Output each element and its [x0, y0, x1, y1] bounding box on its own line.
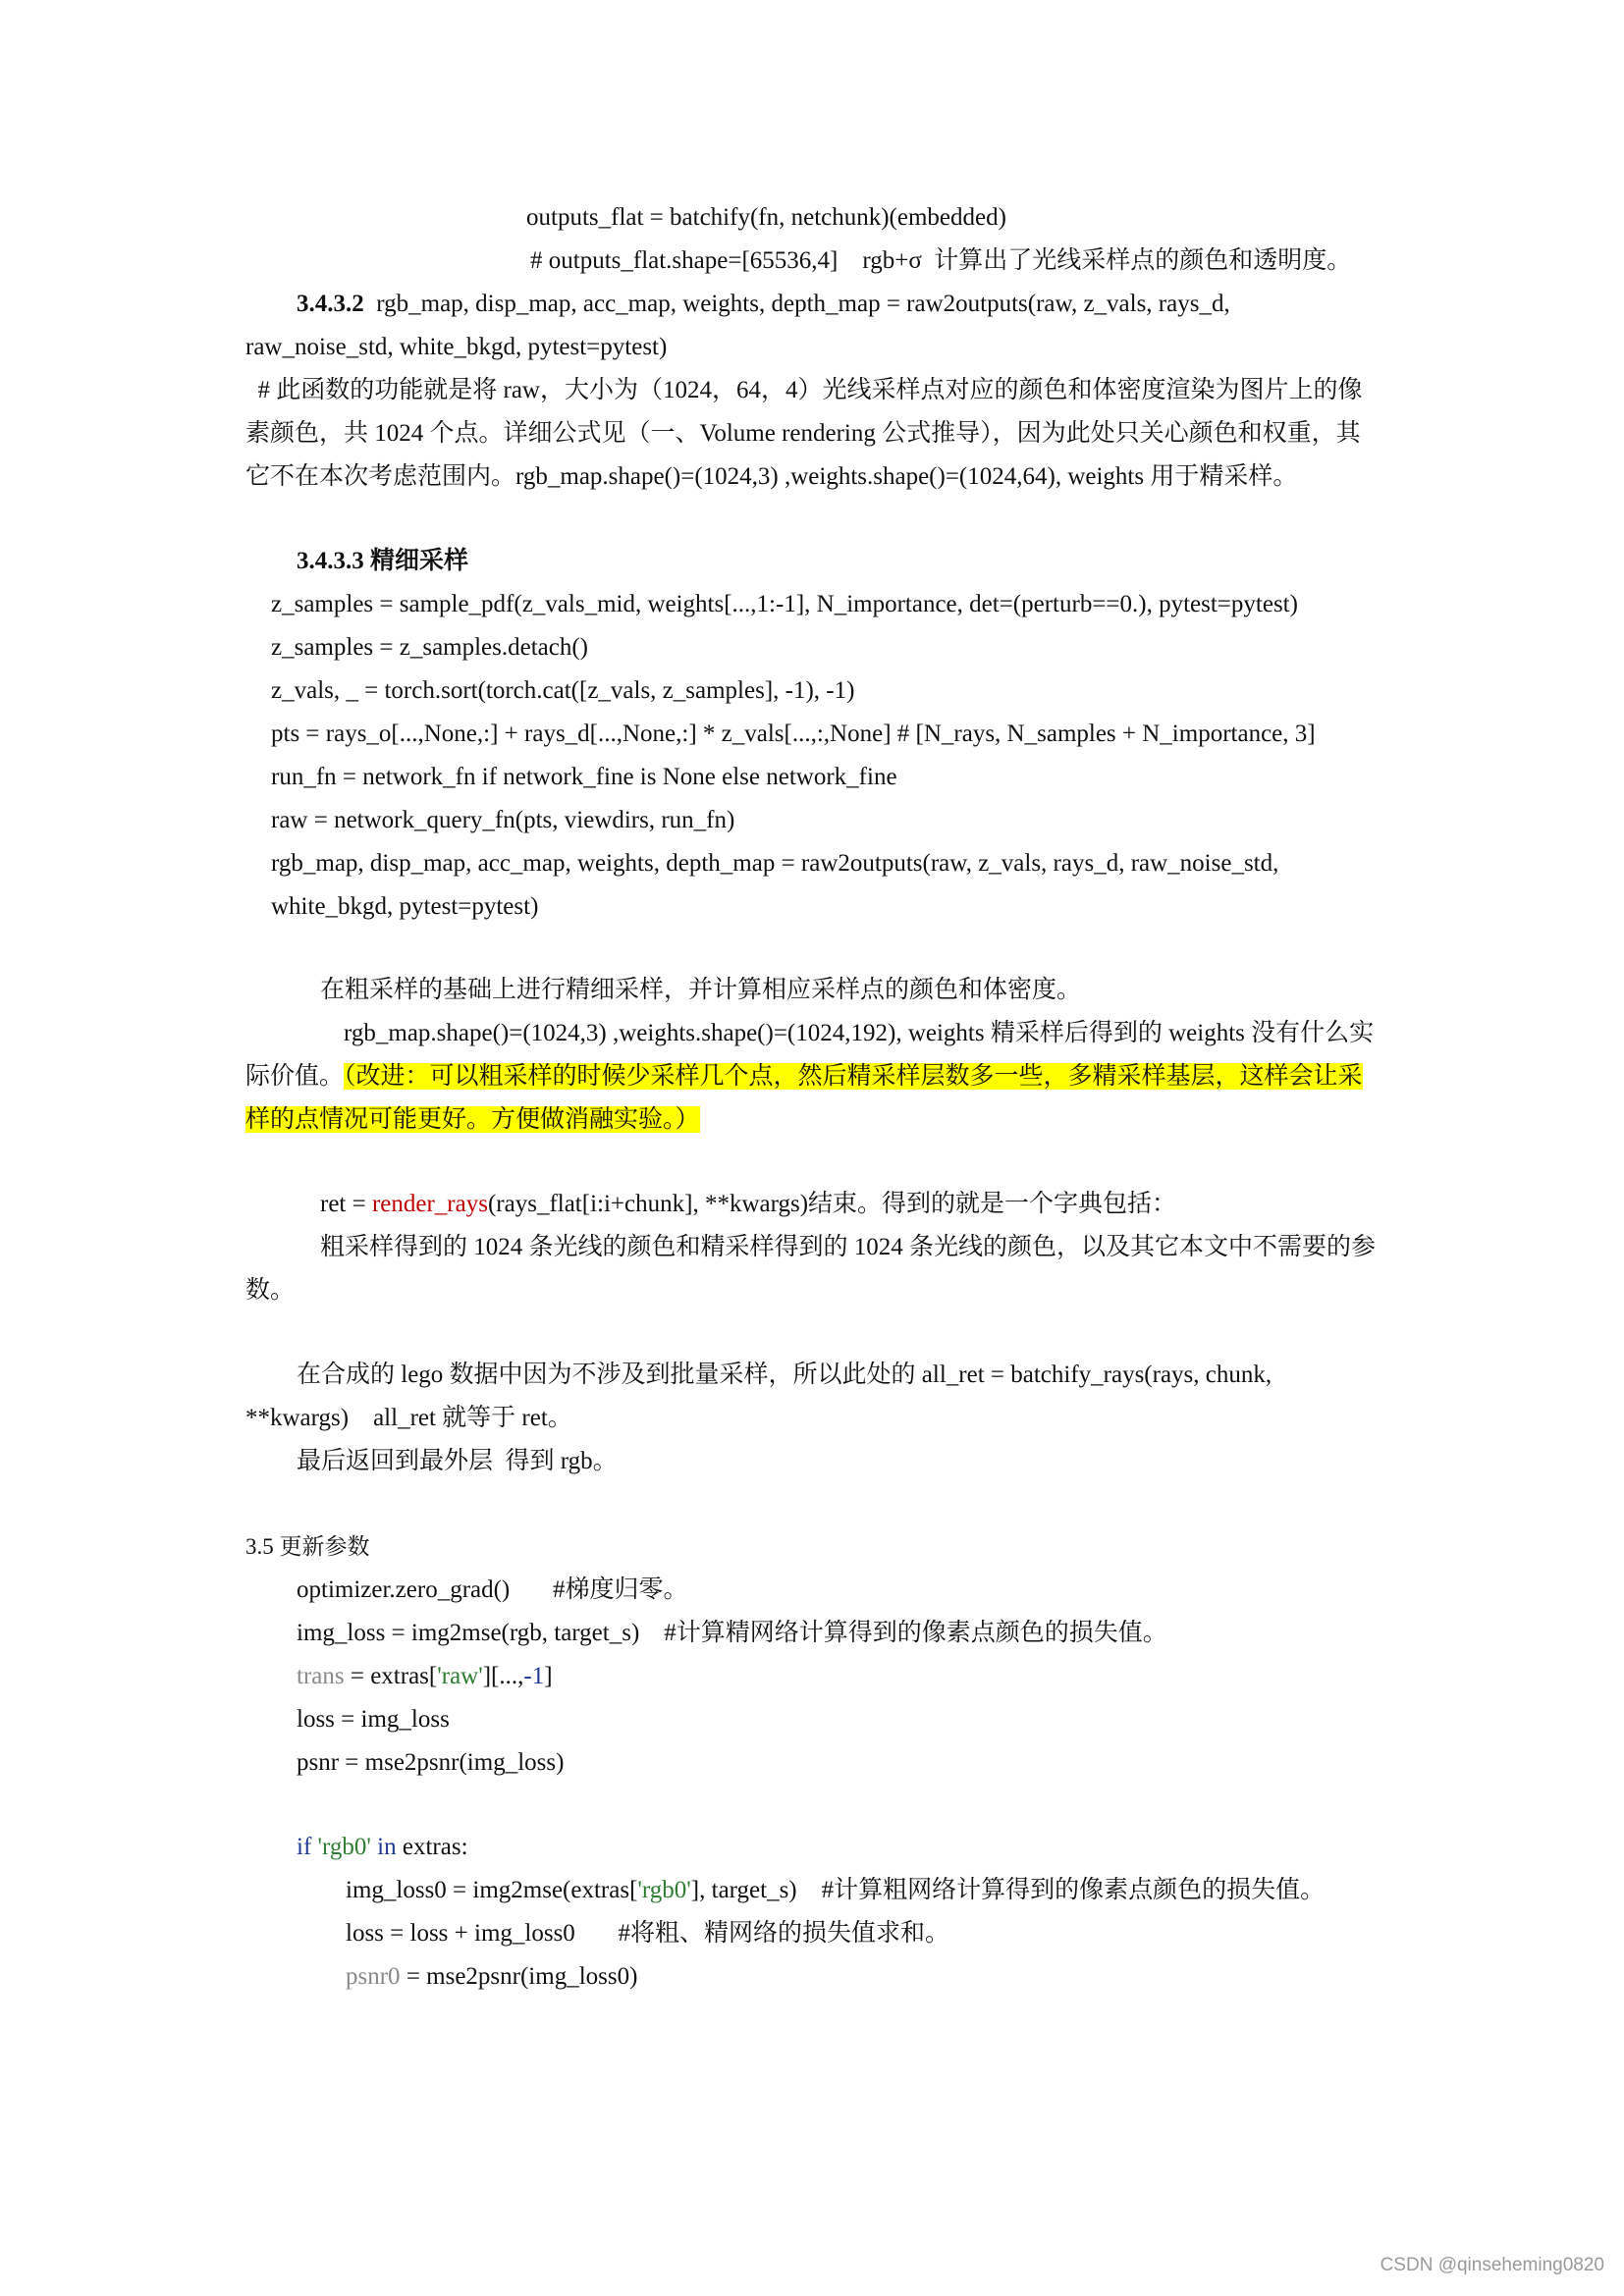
code-line: img_loss0 = img2mse(extras['rgb0'], target_s) #计算粗网络计算得到的像素点颜色的损失值。	[346, 1877, 1326, 1903]
code-line: rgb_map, disp_map, acc_map, weights, depth_map = raw2outputs(raw, z_vals, rays_d, raw_noise_std,	[271, 850, 1279, 877]
code-line: z_samples = sample_pdf(z_vals_mid, weights[...,1:-1], N_importance, det=(perturb==0.), pytest=pytest)	[271, 591, 1298, 617]
paragraph-line: 数。	[245, 1277, 296, 1304]
code-line: img_loss = img2mse(rgb, target_s) #计算精网络计算得到的像素点颜色的损失值。	[297, 1620, 1167, 1646]
code-line: pts = rays_o[...,None,:] + rays_d[...,None,:] * z_vals[...,:,None] # [N_rays, N_samples + N_importance, 3]	[271, 721, 1316, 747]
code-line: psnr0 = mse2psnr(img_loss0)	[346, 1963, 638, 1990]
code-line: if 'rgb0' in extras:	[297, 1834, 468, 1860]
paragraph-line: # 此函数的功能就是将 raw，大小为（1024，64，4）光线采样点对应的颜色和体密度渲染为图片上的像	[245, 377, 1363, 403]
watermark: CSDN @qinseheming0820	[1380, 2255, 1604, 2275]
code-line: raw = network_query_fn(pts, viewdirs, run_fn)	[271, 807, 735, 833]
highlighted-note: （改进：可以粗采样的时候少采样几个点，然后精采样层数多一些，多精采样基层，这样会让采	[344, 1063, 1363, 1090]
paragraph-line: 在粗采样的基础上进行精细采样，并计算相应采样点的颜色和体密度。	[320, 977, 1082, 1003]
code-line: white_bkgd, pytest=pytest)	[271, 893, 539, 920]
subsection-number: 3.4.3.2	[297, 291, 364, 317]
subsection-heading: 3.4.3.3 精细采样	[297, 548, 469, 574]
code-line: run_fn = network_fn if network_fine is None else network_fine	[271, 764, 897, 790]
paragraph-line: 最后返回到最外层 得到 rgb。	[297, 1448, 618, 1474]
paragraph-line: rgb_map.shape()=(1024,3) ,weights.shape()=(1024,192), weights 精采样后得到的 weights 没有什么实	[344, 1020, 1375, 1046]
paragraph-line: 素颜色，共 1024 个点。详细公式见（一、Volume rendering 公式推导），因为此处只关心颜色和权重，其	[245, 420, 1361, 447]
code-line: optimizer.zero_grad() #梯度归零。	[297, 1576, 688, 1603]
function-name: render_rays	[371, 1191, 488, 1217]
code-line: outputs_flat = batchify(fn, netchunk)(embedded)	[526, 204, 1006, 231]
paragraph-line: 在合成的 lego 数据中因为不涉及到批量采样，所以此处的 all_ret = batchify_rays(rays, chunk,	[297, 1362, 1272, 1388]
paragraph-line: **kwargs) all_ret 就等于 ret。	[245, 1405, 572, 1431]
section-heading: 3.5 更新参数	[245, 1534, 370, 1559]
paragraph-line: 粗采样得到的 1024 条光线的颜色和精采样得到的 1024 条光线的颜色，以及其它本文中不需要的参	[320, 1234, 1377, 1260]
code-comment-line: # outputs_flat.shape=[65536,4] rgb+σ 计算出了光线采样点的颜色和透明度。	[530, 247, 1352, 274]
paragraph-line: ret = render_rays(rays_flat[i:i+chunk], **kwargs)结束。得到的就是一个字典包括：	[320, 1191, 1177, 1217]
code-line: psnr = mse2psnr(img_loss)	[297, 1749, 565, 1776]
code-line: raw_noise_std, white_bkgd, pytest=pytest)	[245, 334, 668, 360]
code-line: z_vals, _ = torch.sort(torch.cat([z_vals, z_samples], -1), -1)	[271, 677, 855, 704]
paragraph-line: 它不在本次考虑范围内。rgb_map.shape()=(1024,3) ,weights.shape()=(1024,64), weights 用于精采样。	[245, 463, 1298, 490]
code-line: trans = extras['raw'][...,-1]	[297, 1663, 553, 1689]
code-line: loss = loss + img_loss0 #将粗、精网络的损失值求和。	[346, 1920, 950, 1947]
code-line: z_samples = z_samples.detach()	[271, 634, 589, 661]
paragraph-line: 际价值。（改进：可以粗采样的时候少采样几个点，然后精采样层数多一些，多精采样基层，这样会让采	[245, 1063, 1363, 1090]
paragraph-line	[245, 1103, 700, 1137]
highlighted-note: 样的点情况可能更好。方便做消融实验。）	[245, 1106, 700, 1133]
subsection-line: 3.4.3.2 rgb_map, disp_map, acc_map, weights, depth_map = raw2outputs(raw, z_vals, rays_d,	[297, 291, 1230, 317]
code-line: loss = img_loss	[297, 1706, 450, 1733]
